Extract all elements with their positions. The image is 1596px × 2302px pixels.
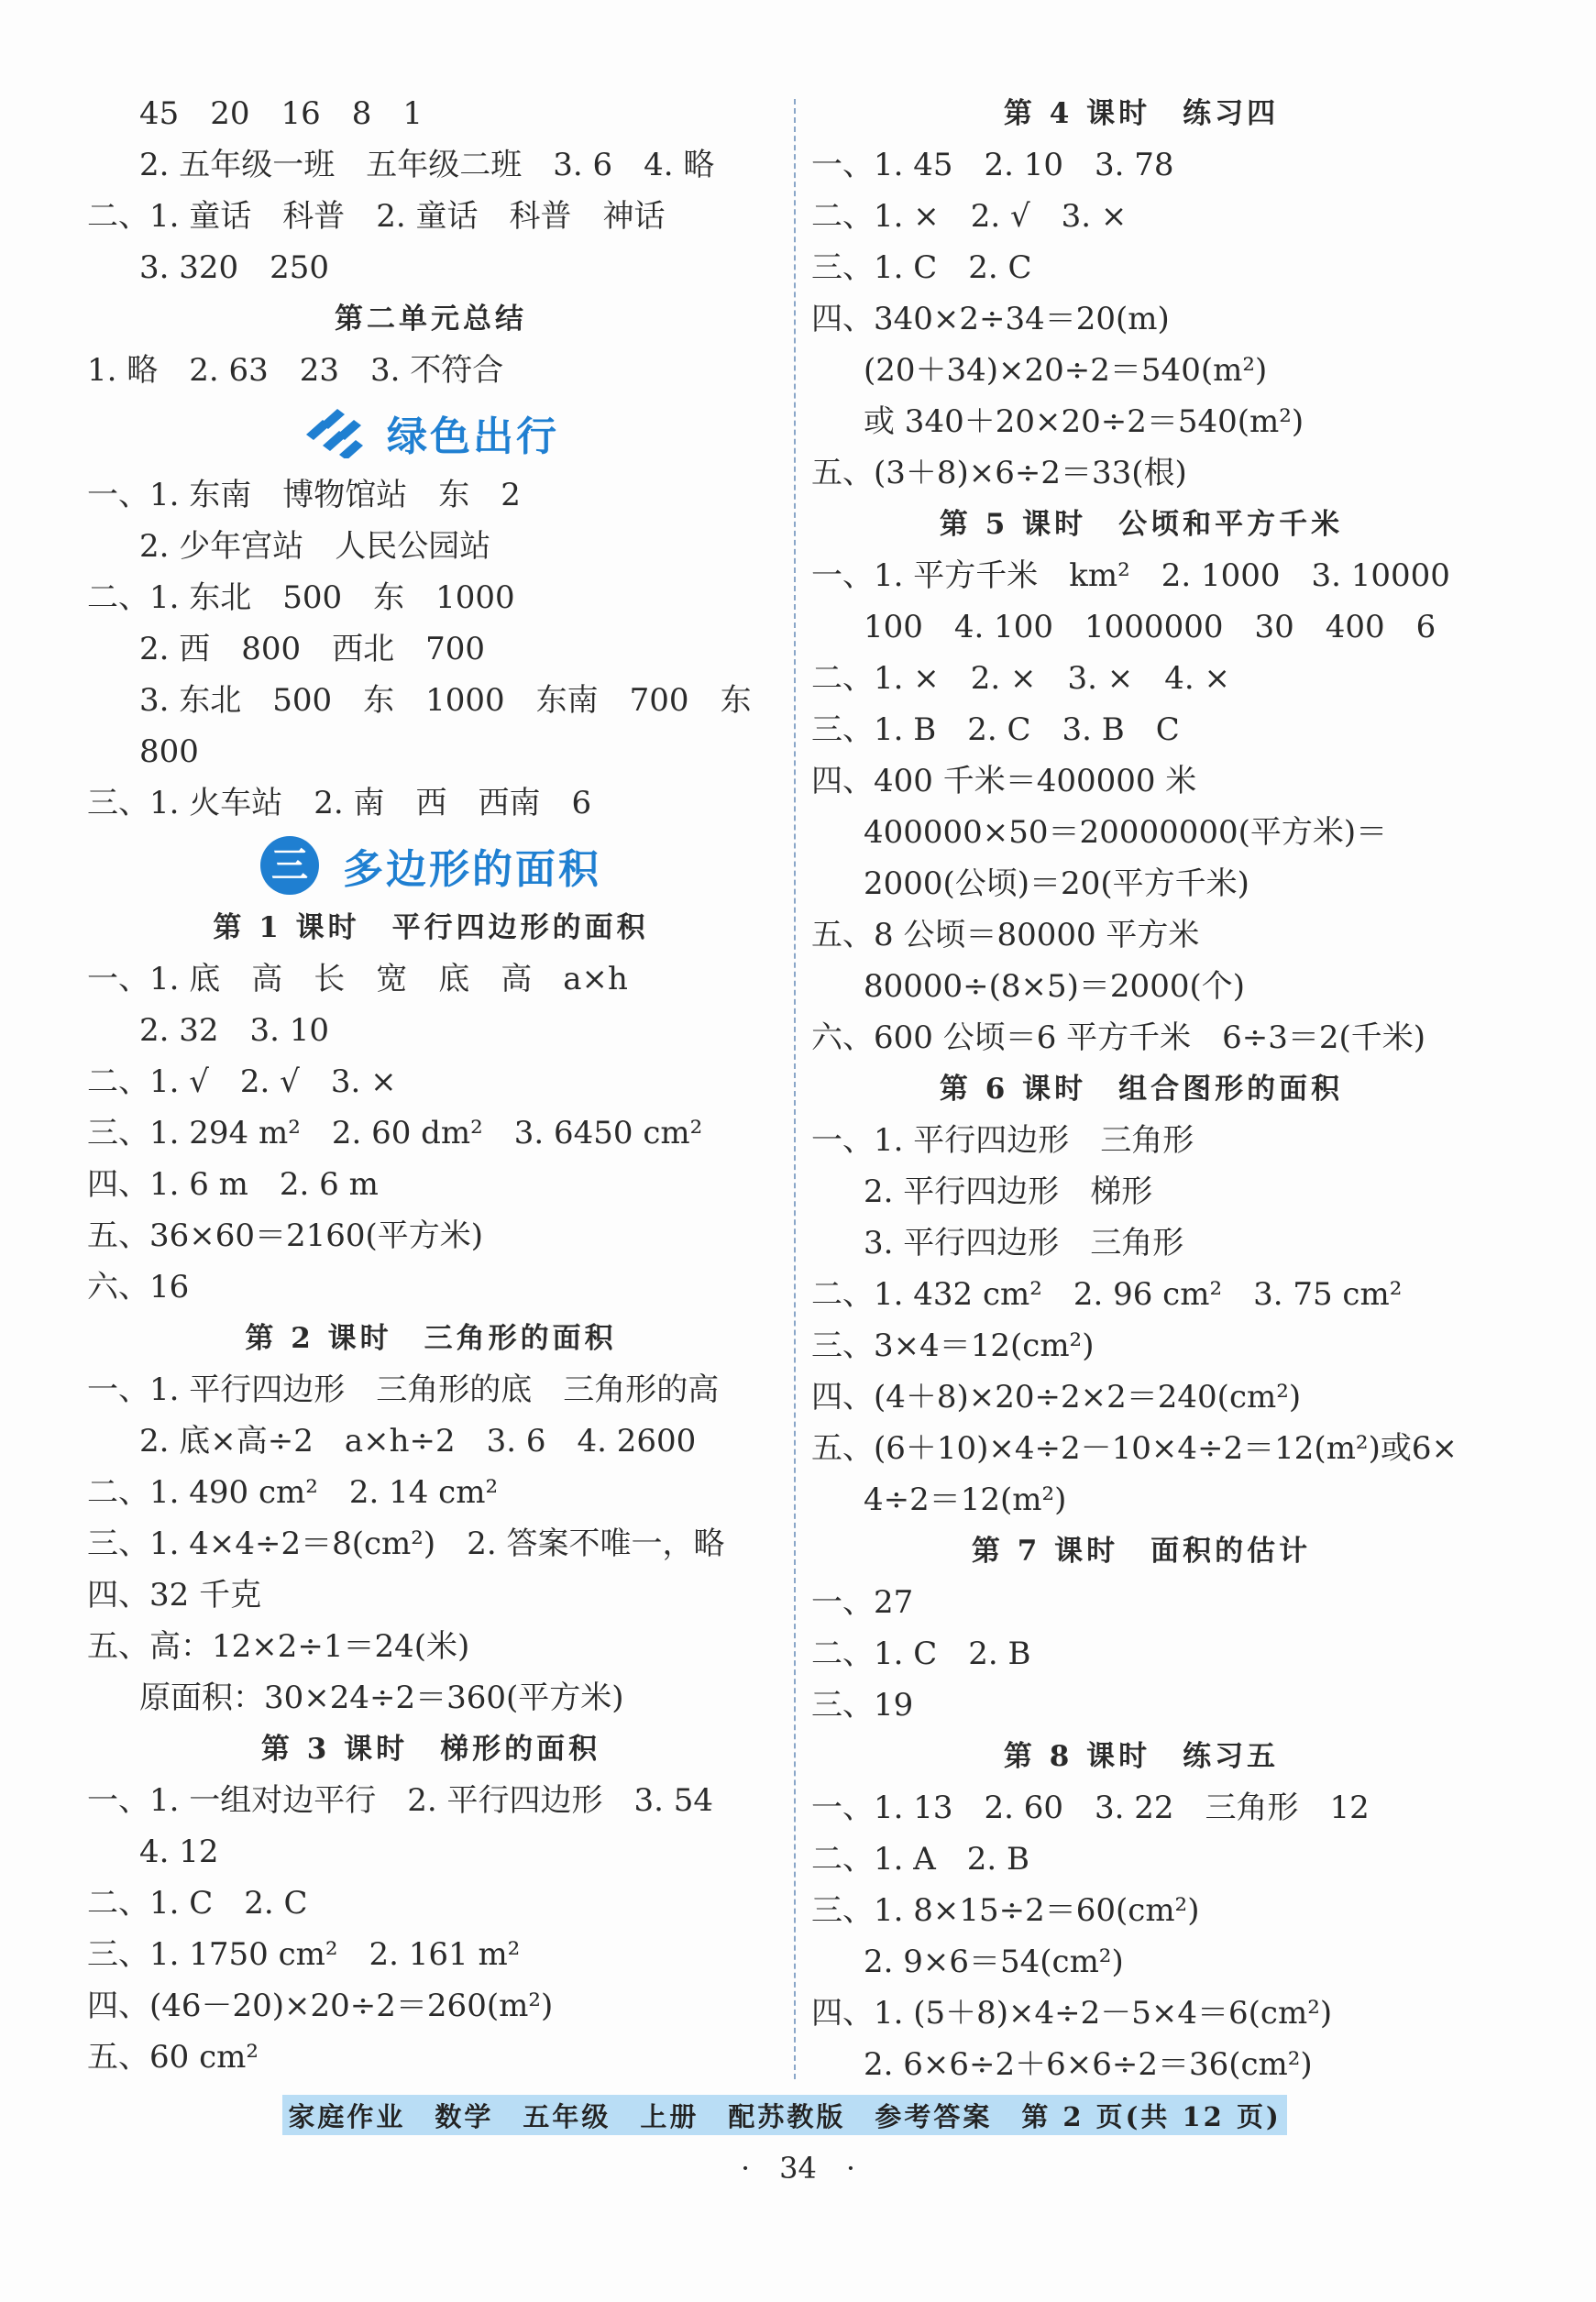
answer-line: 四、(46－20)×20÷2＝260(m²) — [87, 1988, 554, 2024]
answer-line: 五、60 cm² — [87, 2039, 259, 2076]
lesson-heading: 第 7 课时 面积的估计 — [971, 1535, 1312, 1568]
answer-line: 45 20 16 8 1 — [139, 95, 424, 132]
answer-line: 或 340＋20×20÷2＝540(m²) — [864, 403, 1304, 440]
answer-line: 三、1. 8×15÷2＝60(cm²) — [811, 1892, 1200, 1929]
answer-line: 二、1. × 2. × 3. × 4. × — [811, 660, 1230, 697]
unit-title: 绿色出行 — [387, 413, 559, 460]
answer-line: 四、400 千米＝400000 米 — [811, 763, 1197, 799]
answer-line: 三、1. B 2. C 3. B C — [811, 711, 1180, 748]
answer-line: 2. 底×高÷2 a×h÷2 3. 6 4. 2600 — [139, 1423, 697, 1459]
answer-line: 四、1. 6 m 2. 6 m — [87, 1166, 379, 1203]
lesson-heading: 第 8 课时 练习五 — [1003, 1740, 1280, 1773]
footer-text: 家庭作业 数学 五年级 上册 配苏教版 参考答案 第 2 页(共 12 页) — [288, 2100, 1282, 2132]
answer-line: 五、36×60＝2160(平方米) — [87, 1217, 484, 1254]
answer-line: 4. 12 — [139, 1834, 219, 1870]
answer-line: 五、8 公顷＝80000 平方米 — [811, 917, 1200, 953]
answer-line: 二、1. 东北 500 东 1000 — [87, 579, 515, 616]
lesson-heading: 第 3 课时 梯形的面积 — [260, 1733, 601, 1766]
answer-line: 2. 西 800 西北 700 — [139, 631, 486, 667]
answer-line: 2. 6×6÷2＋6×6÷2＝36(cm²) — [864, 2046, 1313, 2083]
answer-line: 二、1. C 2. C — [87, 1885, 308, 1922]
answer-line: 2. 9×6＝54(cm²) — [864, 1944, 1124, 1980]
answer-line: 一、1. 平行四边形 三角形 — [811, 1122, 1194, 1159]
answer-line: 800 — [139, 733, 199, 770]
answer-line: 一、1. 一组对边平行 2. 平行四边形 3. 54 — [87, 1782, 714, 1819]
answer-line: 二、1. 490 cm² 2. 14 cm² — [87, 1474, 499, 1511]
answer-line: 一、1. 45 2. 10 3. 78 — [811, 147, 1174, 183]
answer-line: 一、1. 平方千米 km² 2. 1000 3. 10000 — [811, 557, 1450, 594]
answer-line: 四、32 千克 — [87, 1577, 262, 1614]
lesson-heading: 第 4 课时 练习四 — [1003, 97, 1280, 130]
lesson-heading: 第 1 课时 平行四边形的面积 — [213, 911, 649, 944]
unit-heading — [87, 829, 775, 902]
answer-line: 五、(6＋10)×4÷2－10×4÷2＝12(m²)或6× — [811, 1430, 1458, 1467]
answer-line: 3. 东北 500 东 1000 东南 700 东 — [139, 682, 752, 719]
answer-line: 三、1. C 2. C — [811, 249, 1032, 286]
left-column — [87, 88, 775, 2083]
answer-line: 80000÷(8×5)＝2000(个) — [864, 968, 1245, 1005]
answer-line: 三、1. 294 m² 2. 60 dm² 3. 6450 cm² — [87, 1115, 703, 1151]
answer-line: 100 4. 100 1000000 30 400 6 — [864, 609, 1436, 645]
answer-line: 2. 平行四边形 梯形 — [864, 1173, 1153, 1210]
answer-line: 四、1. (5＋8)×4÷2－5×4＝6(cm²) — [811, 1995, 1333, 2032]
answer-line: 二、1. × 2. √ 3. × — [811, 198, 1128, 235]
answer-line: 四、340×2÷34＝20(m) — [811, 301, 1170, 337]
answer-line: 二、1. C 2. B — [811, 1636, 1031, 1672]
answer-line: 2. 少年宫站 人民公园站 — [139, 528, 491, 565]
answer-line: 一、1. 东南 博物馆站 东 2 — [87, 477, 521, 513]
answer-line: 一、1. 底 高 长 宽 底 高 a×h — [87, 961, 628, 997]
answer-line: 二、1. 童话 科普 2. 童话 科普 神话 — [87, 198, 666, 235]
leaf-icon — [303, 407, 363, 458]
page-number: · 34 · — [740, 2151, 856, 2186]
answer-line: 三、1. 4×4÷2＝8(cm²) 2. 答案不唯一，略 — [87, 1525, 725, 1562]
answer-line: 2. 32 3. 10 — [139, 1012, 330, 1049]
answer-line: 四、(4＋8)×20÷2×2＝240(cm²) — [811, 1379, 1302, 1415]
answer-line: 五、(3＋8)×6÷2＝33(根) — [811, 455, 1187, 491]
unit-number: 三 — [271, 844, 308, 887]
answer-line: 六、16 — [87, 1269, 190, 1305]
answer-line: 五、高：12×2÷1＝24(米) — [87, 1628, 470, 1665]
answer-line: 三、3×4＝12(cm²) — [811, 1327, 1095, 1364]
answer-line: 4÷2＝12(m²) — [864, 1481, 1067, 1518]
answer-line: 二、1. √ 2. √ 3. × — [87, 1063, 397, 1100]
answer-line: 三、19 — [811, 1687, 914, 1724]
footer-band — [282, 2095, 1287, 2135]
answer-line: 400000×50＝20000000(平方米)＝ — [864, 814, 1388, 851]
answer-line: 2. 五年级一班 五年级二班 3. 6 4. 略 — [139, 147, 715, 183]
answer-line: 三、1. 火车站 2. 南 西 西南 6 — [87, 785, 592, 821]
answer-line: (20＋34)×20÷2＝540(m²) — [864, 352, 1268, 389]
answer-line: 一、1. 13 2. 60 3. 22 三角形 12 — [811, 1790, 1370, 1826]
right-column — [811, 88, 1471, 2090]
lesson-heading: 第 6 课时 组合图形的面积 — [939, 1073, 1344, 1106]
answer-line: 二、1. 432 cm² 2. 96 cm² 3. 75 cm² — [811, 1276, 1403, 1313]
unit-number-badge — [260, 836, 319, 895]
answer-line: 原面积：30×24÷2＝360(平方米) — [139, 1680, 624, 1716]
answer-line: 3. 平行四边形 三角形 — [864, 1225, 1184, 1261]
unit-heading — [87, 396, 775, 469]
answer-line: 六、600 公顷＝6 平方千米 6÷3＝2(千米) — [811, 1019, 1426, 1056]
answer-line: 三、1. 1750 cm² 2. 161 m² — [87, 1936, 521, 1973]
answer-line: 一、27 — [811, 1584, 914, 1621]
unit-title: 多边形的面积 — [343, 846, 601, 893]
lesson-heading: 第 5 课时 公顷和平方千米 — [939, 508, 1344, 541]
answer-line: 1. 略 2. 63 23 3. 不符合 — [87, 352, 504, 389]
answer-line: 2000(公顷)＝20(平方千米) — [864, 865, 1249, 902]
answer-line: 3. 320 250 — [139, 249, 330, 286]
answer-line: 一、1. 平行四边形 三角形的底 三角形的高 — [87, 1371, 720, 1408]
answer-line: 二、1. A 2. B — [811, 1841, 1030, 1878]
column-divider — [794, 99, 796, 2079]
lesson-heading: 第 2 课时 三角形的面积 — [245, 1322, 617, 1355]
lesson-heading: 第二单元总结 — [335, 303, 527, 336]
